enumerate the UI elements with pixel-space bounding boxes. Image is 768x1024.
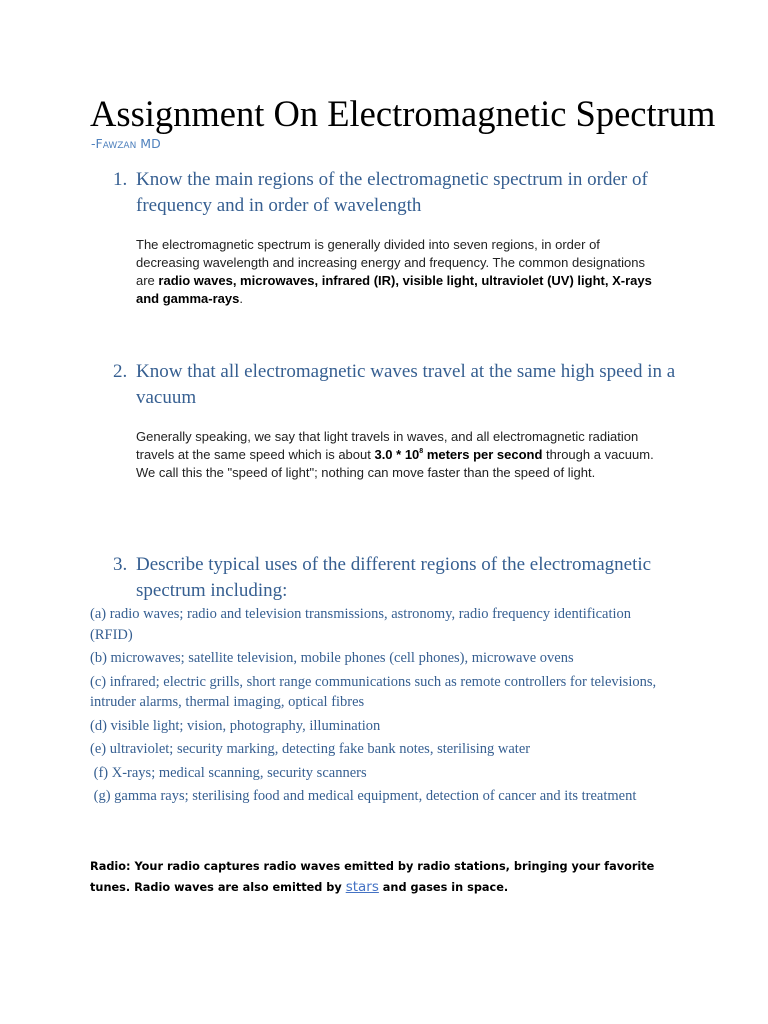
- use-infrared: (c) infrared; electric grills, short range communications such as remote controllers for televisions, intruder alarms, thermal imaging, optical fibres: [90, 673, 657, 710]
- use-ultraviolet: (e) ultraviolet; security marking, detecting fake bank notes, sterilising water: [90, 741, 531, 757]
- section-1-text-end: .: [239, 291, 243, 306]
- radio-note-text: Radio: Your radio captures radio waves emitted by radio stations, bringing your favorite tunes. Radio waves are also emitted by: [90, 860, 655, 894]
- use-microwaves: (b) microwaves; satellite television, mobile phones (cell phones), microwave ovens: [90, 650, 574, 666]
- section-1-paragraph: [136, 236, 666, 308]
- section-2-number: 2.: [113, 361, 128, 382]
- section-2-text: Generally speaking, we say that light travels in waves, and all electromagnetic radiation travels at the same speed which is about: [136, 429, 639, 462]
- section-1-heading: [113, 167, 703, 219]
- section-2-heading-text: Know that all electromagnetic waves travel at the same high speed in a vacuum: [136, 361, 676, 408]
- section-1-text: The electromagnetic spectrum is generally divided into seven regions, in order of decreasing wavelength and increasing energy and frequency. The common designations are: [136, 237, 646, 288]
- speed-value-unit: meters per second: [423, 447, 543, 462]
- speed-value-base: 3.0 * 10: [374, 447, 420, 462]
- section-2-paragraph: [136, 428, 666, 482]
- section-1-heading-text: Know the main regions of the electromagnetic spectrum in order of frequency and in order of wavelength: [136, 169, 648, 216]
- use-visible-light: (d) visible light; vision, photography, illumination: [90, 717, 381, 734]
- stars-link[interactable]: stars: [345, 879, 379, 895]
- section-1-number: 1.: [113, 169, 128, 190]
- author-byline: -Fawzan MD: [91, 136, 161, 151]
- section-1-regions-list: radio waves, microwaves, infrared (IR), visible light, ultraviolet (UV) light, X-rays and gamma-rays: [136, 273, 652, 306]
- section-2-heading: [113, 359, 703, 411]
- use-radio-waves: (a) radio waves; radio and television transmissions, astronomy, radio frequency identification (RFID): [90, 606, 632, 643]
- speed-of-light-value: [374, 447, 542, 462]
- use-gamma-rays: (g) gamma rays; sterilising food and medical equipment, detection of cancer and its treatment: [90, 788, 637, 804]
- section-3-number: 3.: [113, 554, 128, 575]
- document-title: Assignment On Electromagnetic Spectrum: [90, 93, 716, 134]
- section-3-heading-text: Describe typical uses of the different regions of the electromagnetic spectrum including:: [136, 554, 652, 601]
- radio-note: [90, 857, 680, 898]
- uses-list: [90, 604, 670, 810]
- section-2-text-end: through a vacuum. We call this the "speed of light"; nothing can move faster than the speed of light.: [136, 447, 654, 480]
- speed-value-exponent: 8: [419, 448, 424, 455]
- use-x-rays: (f) X-rays; medical scanning, security scanners: [90, 764, 367, 781]
- radio-note-text-end: and gases in space.: [378, 881, 509, 894]
- section-3-heading: [113, 552, 703, 604]
